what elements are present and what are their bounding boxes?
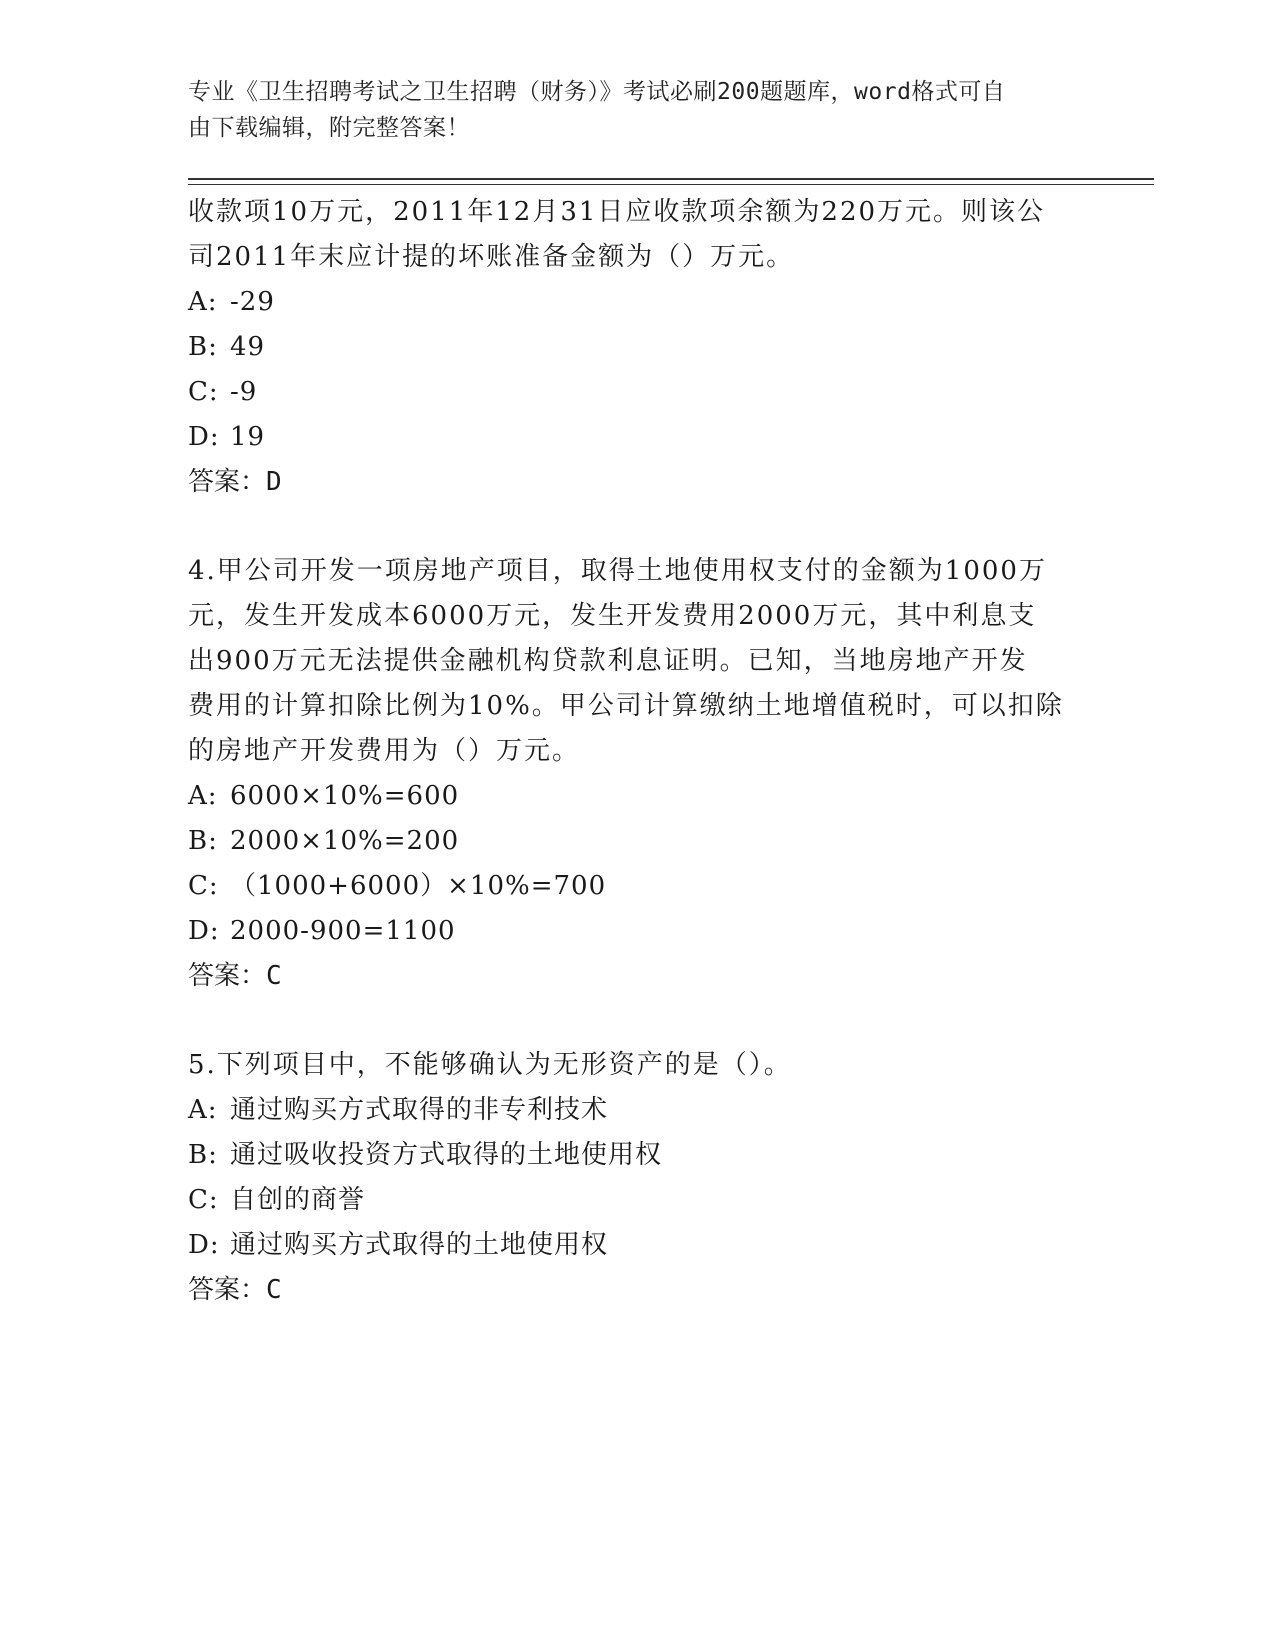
question-4-stem-line-4: 费用的计算扣除比例为10%。甲公司计算缴纳土地增值税时，可以扣除 <box>188 691 1064 721</box>
question-3-option-a <box>188 280 1088 325</box>
question-4-option-a <box>188 774 1088 819</box>
option-key: B: <box>188 332 218 362</box>
question-4-option-b <box>188 819 1088 864</box>
question-4-option-c <box>188 864 1088 909</box>
option-text: 通过购买方式取得的非专利技术 <box>230 1095 609 1125</box>
spacer <box>188 505 1088 549</box>
option-key: A: <box>188 781 218 811</box>
header-title-line-2: 由下载编辑，附完整答案！ <box>188 115 470 141</box>
question-3 <box>188 190 1088 505</box>
question-5-option-b <box>188 1133 1088 1178</box>
question-4-stem-line-1: 4.甲公司开发一项房地产项目，取得土地使用权支付的金额为1000万 <box>188 556 1047 586</box>
option-text: -29 <box>230 287 275 317</box>
question-4 <box>188 549 1088 999</box>
question-3-option-c <box>188 370 1088 415</box>
option-key: A: <box>188 287 218 317</box>
option-key: B: <box>188 1140 218 1170</box>
option-text: 6000×10%=600 <box>230 781 460 811</box>
option-text: 自创的商誉 <box>230 1185 366 1215</box>
question-3-stem-line-2: 司2011年末应计提的坏账准备金额为（）万元。 <box>188 242 795 272</box>
question-4-option-d <box>188 909 1088 954</box>
header-title-line-1: 专业《卫生招聘考试之卫生招聘（财务）》考试必刷200题题库，word格式可自 <box>188 79 1006 105</box>
option-key: B: <box>188 826 218 856</box>
question-3-stem-line-1: 收款项10万元，2011年12月31日应收款项余额为220万元。则该公 <box>188 197 1046 227</box>
question-5-option-c <box>188 1178 1088 1223</box>
question-5-stem-line-1: 5.下列项目中，不能够确认为无形资产的是（）。 <box>188 1050 792 1080</box>
question-3-option-b <box>188 325 1088 370</box>
question-5-option-d <box>188 1223 1088 1268</box>
header-divider-thin <box>188 184 1154 185</box>
option-text: 通过购买方式取得的土地使用权 <box>230 1230 609 1260</box>
question-3-option-d <box>188 415 1088 460</box>
option-key: C: <box>188 871 219 901</box>
option-text: 通过吸收投资方式取得的土地使用权 <box>230 1140 663 1170</box>
option-key: D: <box>188 1230 220 1260</box>
question-4-stem-line-3: 出900万元无法提供金融机构贷款利息证明。已知，当地房地产开发 <box>188 646 1028 676</box>
question-4-stem-line-2: 元，发生开发成本6000万元，发生开发费用2000万元，其中利息支 <box>188 601 1037 631</box>
option-text: -9 <box>230 377 258 407</box>
option-key: D: <box>188 422 220 452</box>
option-text: 2000-900=1100 <box>230 916 456 946</box>
option-key: D: <box>188 916 220 946</box>
option-key: C: <box>188 1185 219 1215</box>
option-key: A: <box>188 1095 218 1125</box>
question-list <box>188 190 1088 1313</box>
question-5-option-a <box>188 1088 1088 1133</box>
question-3-answer: 答案：D <box>188 467 282 497</box>
option-text: 19 <box>230 422 266 452</box>
question-5 <box>188 1043 1088 1313</box>
document-header-title <box>188 74 1068 146</box>
option-text: 2000×10%=200 <box>230 826 460 856</box>
question-4-answer: 答案：C <box>188 961 282 991</box>
question-4-stem-line-5: 的房地产开发费用为（）万元。 <box>188 736 581 766</box>
question-5-answer: 答案：C <box>188 1275 282 1305</box>
header-divider-thick <box>188 178 1154 180</box>
spacer <box>188 999 1088 1043</box>
option-text: 49 <box>230 332 266 362</box>
option-text: （1000+6000）×10%=700 <box>230 871 607 901</box>
option-key: C: <box>188 377 219 407</box>
